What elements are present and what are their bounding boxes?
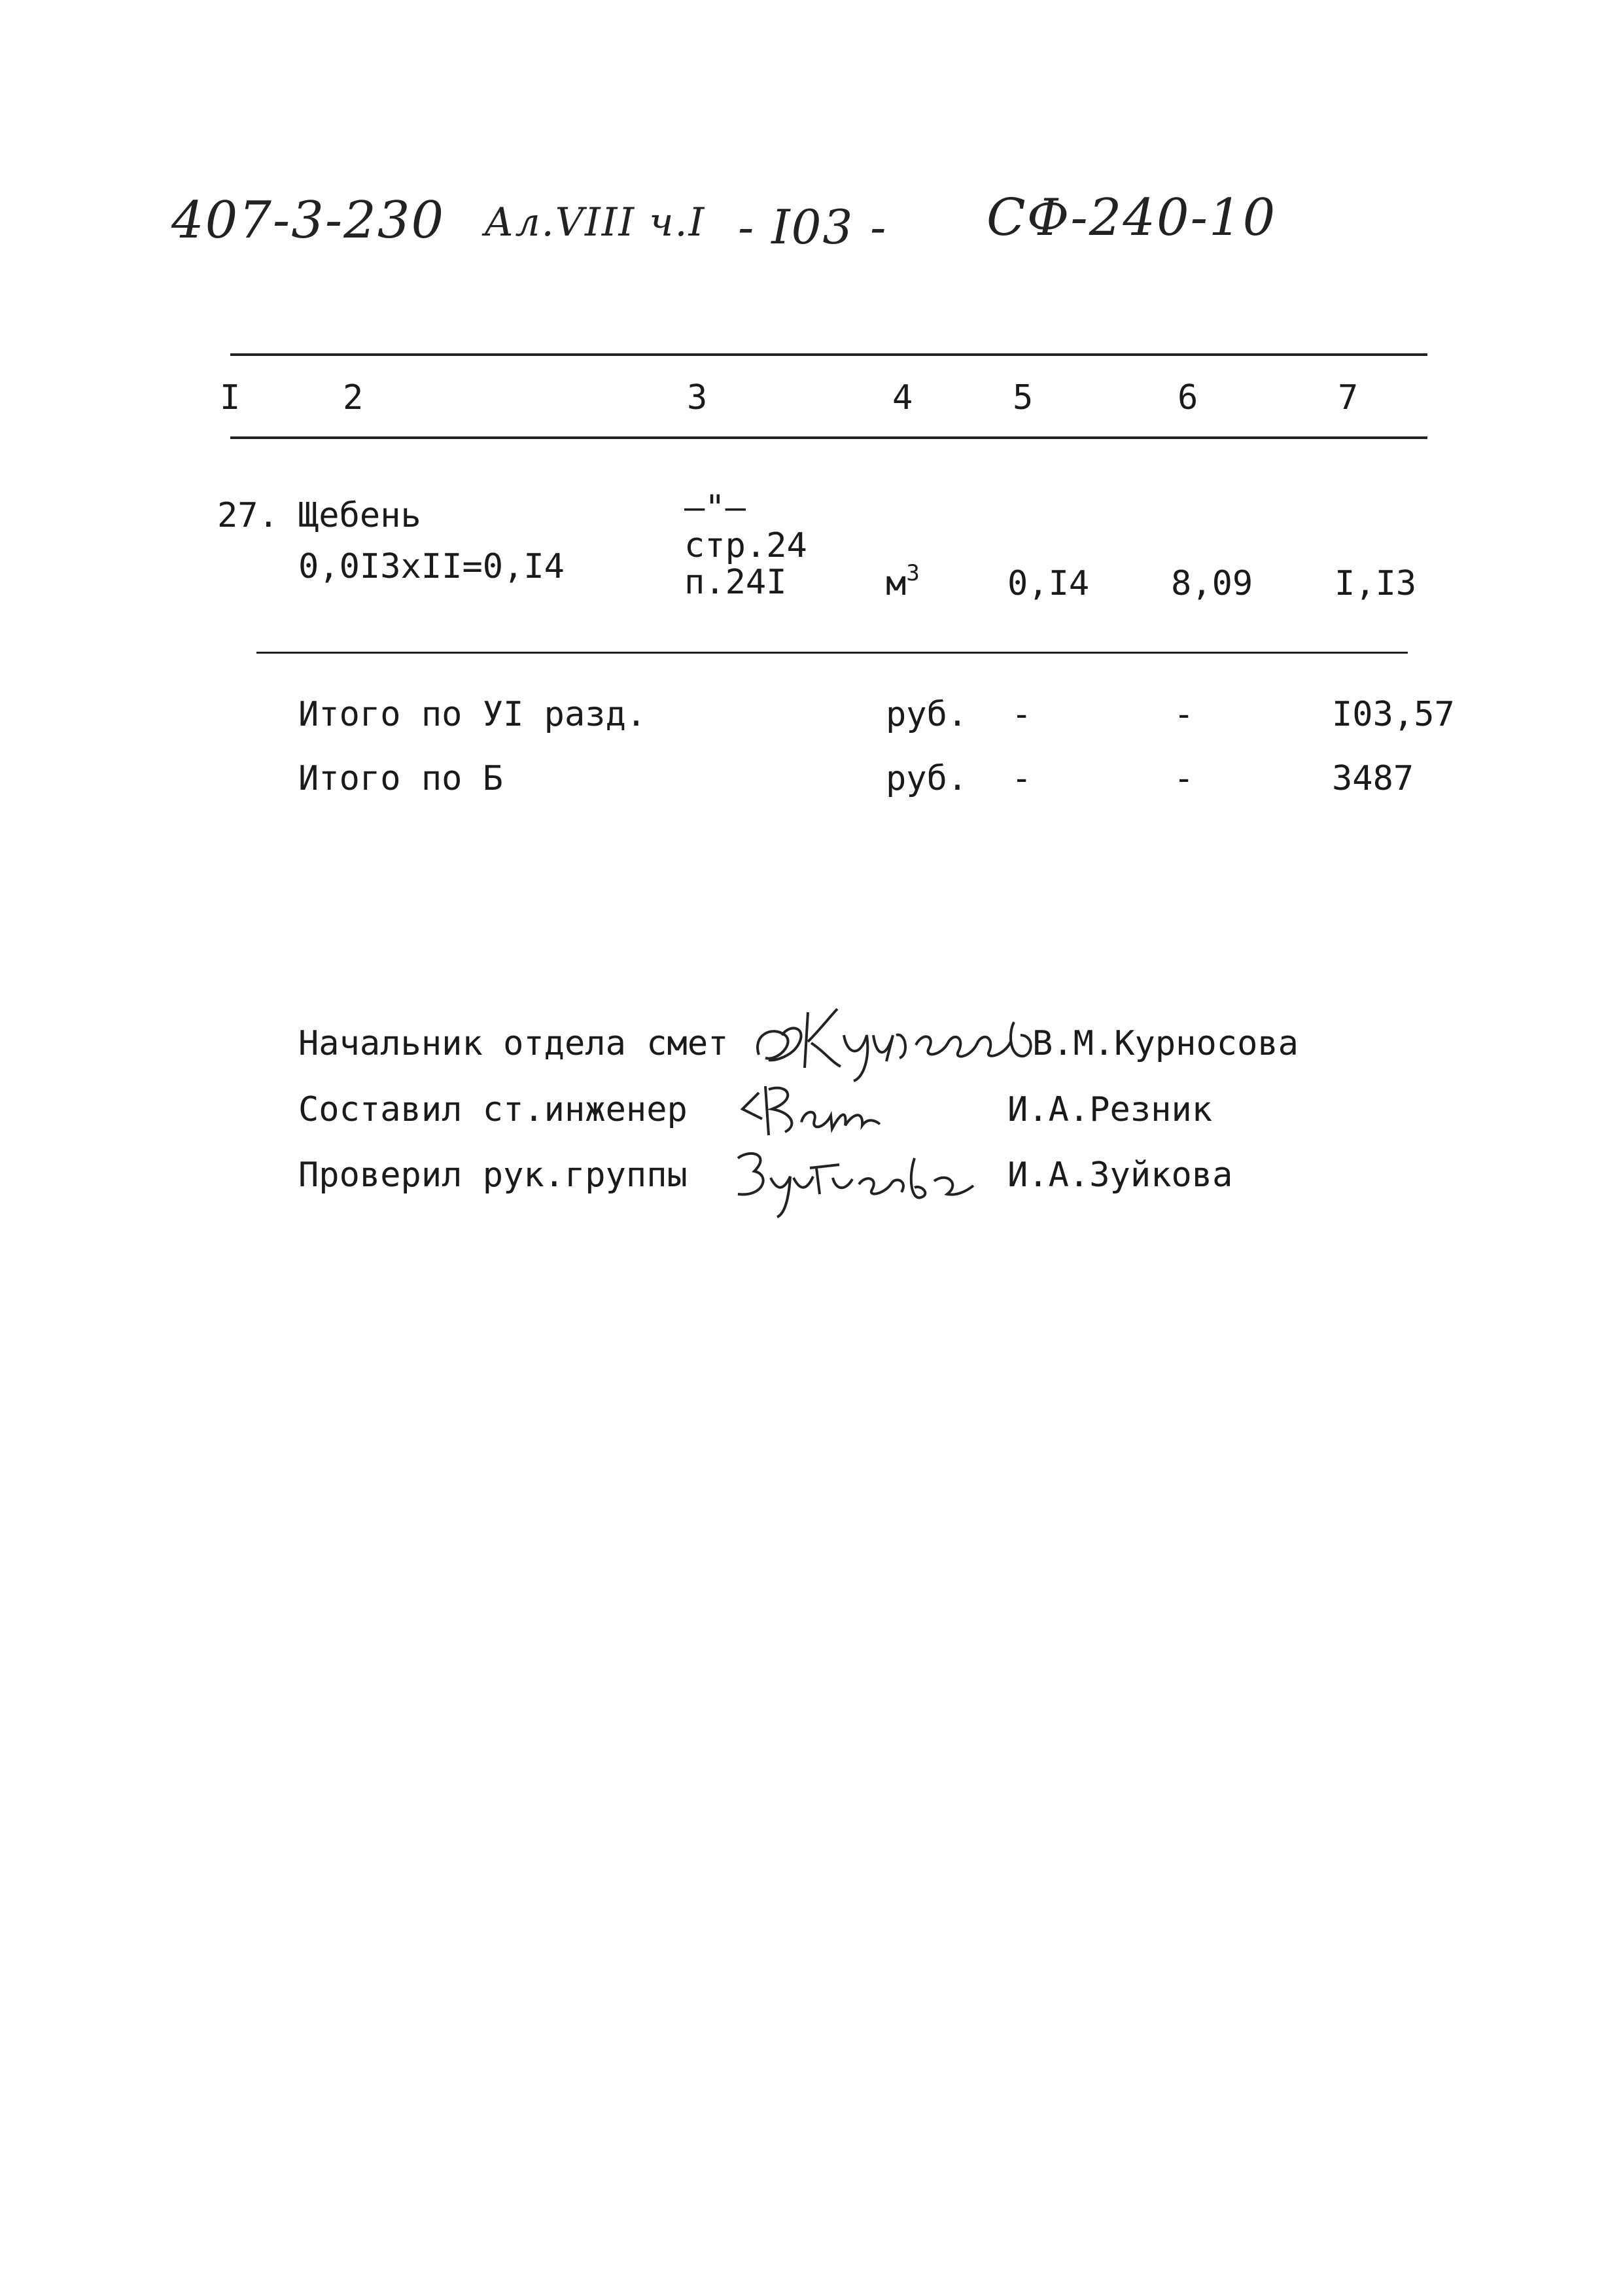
col-header-6: 6 [1178, 378, 1198, 417]
row-ref-page: стр.24 [684, 526, 807, 565]
sheet-code: СФ-240-10 [986, 188, 1277, 247]
totals-unit: руб. [886, 695, 968, 734]
totals-rule [256, 652, 1408, 654]
totals-label: Итого по Б [298, 759, 504, 798]
totals-amount: I03,57 [1332, 695, 1455, 734]
col-header-7: 7 [1338, 378, 1359, 417]
signature-role: Проверил рук.группы [298, 1156, 688, 1195]
row-ref-ditto: –"– [684, 488, 746, 527]
totals-col5: - [1011, 695, 1032, 734]
signatory-name: В.М.Курносова [1032, 1024, 1299, 1063]
row-ref-item: п.24I [684, 563, 787, 602]
totals-unit: руб. [886, 759, 968, 798]
signature-role: Начальник отдела смет [298, 1024, 729, 1063]
table-header-rule [230, 436, 1427, 439]
row-unit: $м^3$ [886, 560, 920, 603]
totals-label: Итого по УI разд. [298, 695, 647, 734]
col-header-1: I [220, 378, 241, 417]
row-unit-power: 3 [906, 560, 920, 586]
totals-amount: 3487 [1332, 759, 1414, 798]
row-formula: 0,0I3xII=0,I4 [298, 547, 565, 586]
totals-col6: - [1174, 695, 1195, 734]
col-header-2: 2 [343, 378, 364, 417]
col-header-4: 4 [892, 378, 913, 417]
row-total: I,I3 [1335, 564, 1417, 603]
signatory-name: И.А.Зуйкова [1007, 1156, 1233, 1195]
totals-col6: - [1174, 759, 1195, 798]
col-header-3: 3 [687, 378, 708, 417]
signature-role: Составил ст.инженер [298, 1090, 688, 1129]
row-price: 8,09 [1171, 564, 1253, 603]
page-number: - I03 - [738, 200, 888, 255]
handwritten-signature [725, 1139, 980, 1224]
document-code: 407-3-230 [171, 191, 445, 250]
table-top-rule [230, 353, 1427, 356]
col-header-5: 5 [1013, 378, 1034, 417]
row-name: Щебень [298, 496, 421, 535]
totals-col5: - [1011, 759, 1032, 798]
row-number: 27. [217, 496, 279, 535]
signatory-name: И.А.Резник [1007, 1090, 1213, 1129]
row-qty: 0,I4 [1007, 564, 1090, 603]
album-ref: Ал.VIII ч.I [484, 200, 706, 245]
